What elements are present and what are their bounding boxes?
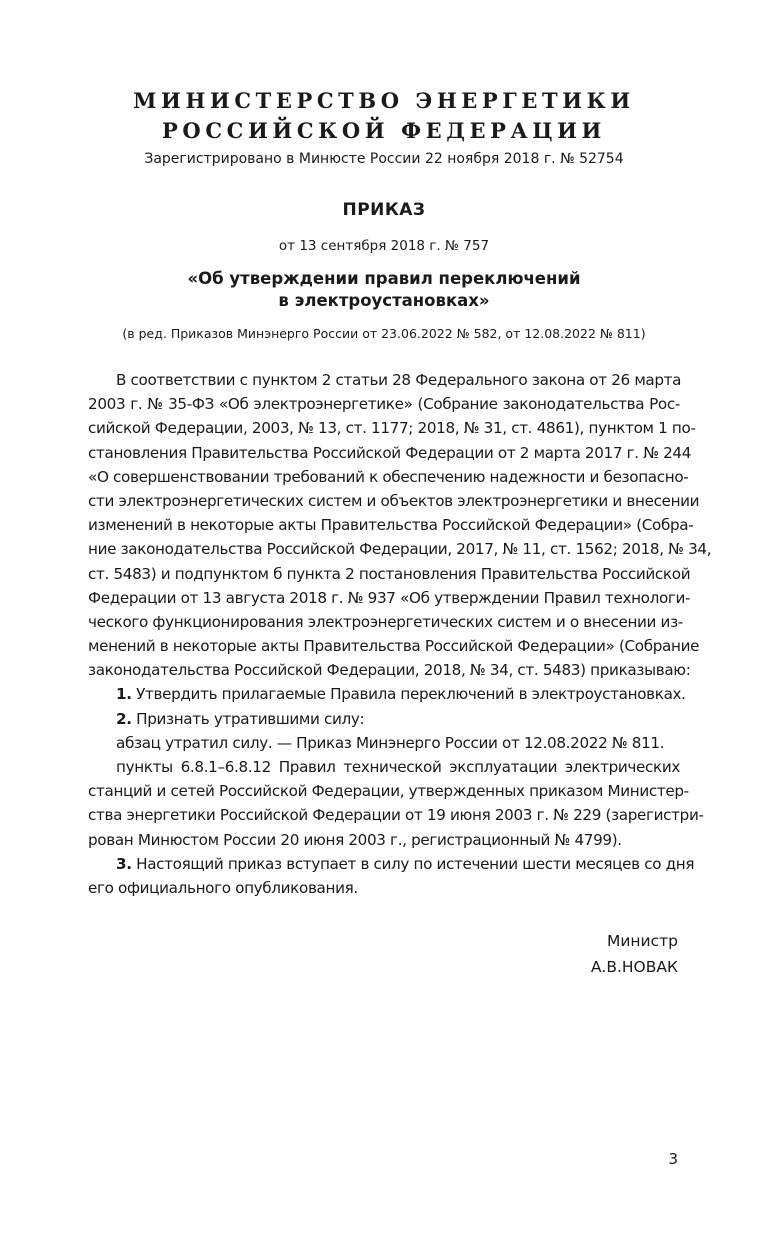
preamble-line: изменений в некоторые акты Правительства Российской Федерации» (Собра- [88, 516, 694, 535]
signature-position: Министр [606, 932, 678, 950]
order-body [88, 368, 712, 900]
item-3-text: Настоящий приказ вступает в силу по истечении шести месяцев со дня [131, 854, 695, 873]
preamble-line: менений в некоторые акты Правительства Российской Федерации» (Собрание [88, 637, 700, 656]
revision-note: (в ред. Приказов Минэнерго России от 23.06.2022 № 582, от 12.08.2022 № 811) [122, 326, 646, 341]
ministry-heading-line2: РОССИЙСКОЙ ФЕДЕРАЦИИ [162, 118, 606, 143]
order-title: ПРИКАЗ [342, 200, 426, 220]
registration-note: Зарегистрировано в Минюсте России 22 ноября 2018 г. № 52754 [144, 151, 624, 167]
preamble-line: становления Правительства Российской Федерации от 2 марта 2017 г. № 244 [88, 443, 692, 462]
item-2-subparagraph-2-line: станций и сетей Российской Федерации, утвержденных приказом Министер- [88, 782, 689, 801]
signature-block [591, 928, 678, 980]
item-2-subparagraph-2-line: рован Минюстом России 20 июня 2003 г., регистрационный № 4799). [88, 830, 622, 849]
item-1-text: Утвердить прилагаемые Правила переключений в электроустановках. [131, 685, 686, 704]
item-2 [88, 707, 680, 731]
order-date: от 13 сентября 2018 г. № 757 [278, 238, 490, 254]
item-3 [88, 852, 695, 876]
signature-name: А.В.НОВАК [590, 958, 678, 976]
preamble-line: ст. 5483) и подпунктом б пункта 2 постановления Правительства Российской [88, 564, 691, 583]
item-2-subparagraph-2-line: пункты 6.8.1–6.8.12 Правил технической эксплуатации электрических [116, 758, 680, 776]
preamble-line: ние законодательства Российской Федерации, 2017, № 11, ст. 1562; 2018, № 34, [88, 540, 712, 559]
preamble-line: «О совершенствовании требований к обеспечению надежности и безопасно- [88, 467, 689, 486]
item-2-subparagraph-2-line: ства энергетики Российской Федерации от 19 июня 2003 г. № 229 (зарегистри- [88, 806, 704, 825]
ministry-heading-line1: МИНИСТЕРСТВО ЭНЕРГЕТИКИ [133, 88, 635, 113]
preamble-line: сти электроэнергетических систем и объектов электроэнергетики и внесении [88, 491, 700, 510]
order-name [0, 268, 768, 312]
item-2-text: Признать утратившими силу: [131, 709, 365, 728]
item-1-number: 1. [116, 685, 132, 704]
preamble-line: законодательства Российской Федерации, 2018, № 34, ст. 5483) приказываю: [88, 661, 691, 680]
item-3-line2: его официального опубликования. [88, 878, 358, 897]
item-1 [88, 682, 686, 706]
item-3-number: 3. [116, 854, 132, 873]
preamble-line: В соответствии с пунктом 2 статьи 28 Федерального закона от 26 марта [116, 371, 682, 389]
preamble-line: ческого функционирования электроэнергетических систем и о внесении из- [88, 612, 683, 631]
order-name-line2: в электроустановках» [278, 291, 490, 310]
page-number: 3 [668, 1150, 678, 1168]
preamble-line: Федерации от 13 августа 2018 г. № 937 «Об утверждении Правил технологи- [88, 588, 691, 607]
preamble-line: сийской Федерации, 2003, № 13, ст. 1177; 2018, № 31, ст. 4861), пунктом 1 по- [88, 419, 696, 438]
item-2-number: 2. [116, 709, 132, 728]
preamble-line: 2003 г. № 35-ФЗ «Об электроэнергетике» (Собрание законодательства Рос- [88, 395, 680, 414]
order-name-line1: «Об утверждении правил переключений [187, 269, 581, 288]
ministry-heading [0, 86, 768, 146]
item-2-subparagraph-1: абзац утратил силу. — Приказ Минэнерго России от 12.08.2022 № 811. [116, 733, 665, 752]
